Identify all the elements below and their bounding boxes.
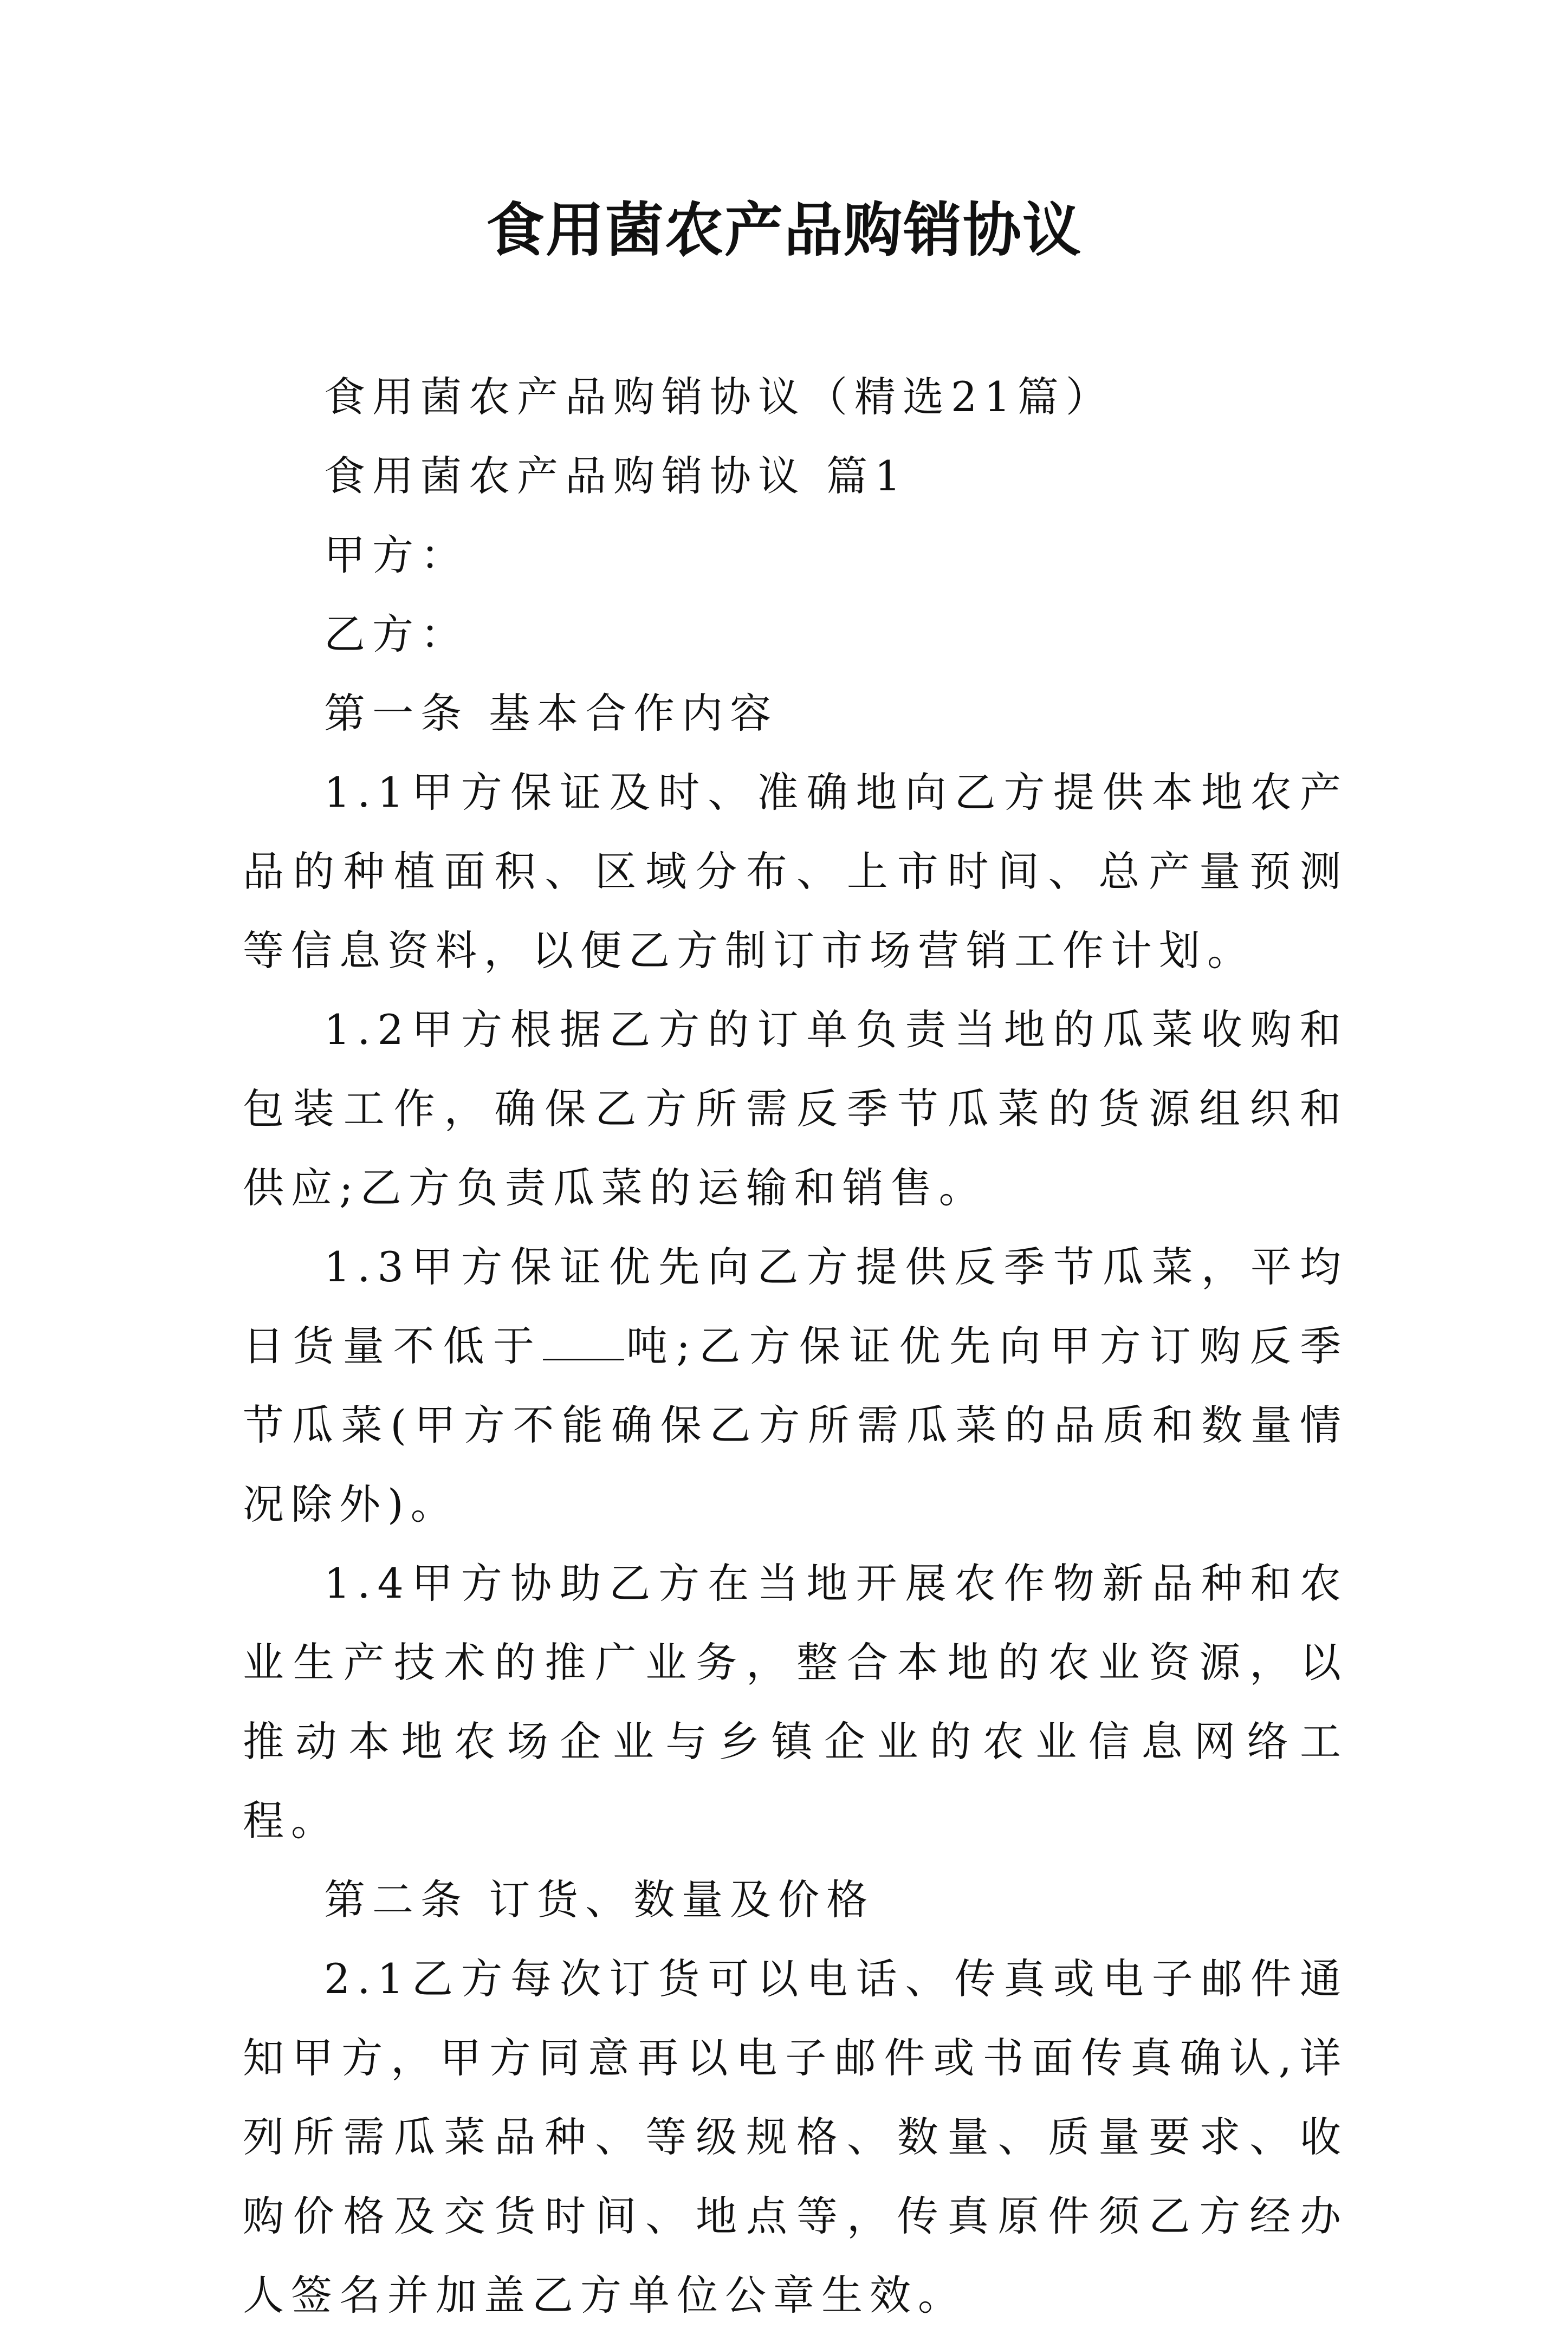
clause-1-3-text-after: 吨;乙方保证优先向甲方订购反季节瓜菜(甲方不能确保乙方所需瓜菜的品质和数量情况除外)。 bbox=[243, 1322, 1349, 1528]
document-body bbox=[243, 358, 1348, 2335]
clause-1-1: 1.1甲方保证及时、准确地向乙方提供本地农产品的种植面积、区域分布、上市时间、总产量预测等信息资料，以便乙方制订市场营销工作计划。 bbox=[243, 768, 1348, 975]
subtitle-paragraph: 食用菌农产品购销协议（精选21篇） bbox=[324, 373, 1114, 421]
party-b-line: 乙方： bbox=[324, 610, 469, 658]
clause-1-3-text-before: 1.3甲方保证优先向乙方提供反季节瓜菜，平均日货量不低于 bbox=[243, 1243, 1348, 1370]
section-heading-part-1: 食用菌农产品购销协议 篇1 bbox=[324, 452, 908, 500]
fill-in-blank bbox=[543, 1323, 624, 1360]
party-a-line: 甲方： bbox=[324, 531, 469, 579]
document-title: 食用菌农产品购销协议 bbox=[485, 196, 1082, 264]
article-2-heading: 第二条 订货、数量及价格 bbox=[324, 1876, 875, 1924]
article-1-heading: 第一条 基本合作内容 bbox=[324, 689, 779, 737]
clause-1-4: 1.4甲方协助乙方在当地开展农作物新品种和农业生产技术的推广业务，整合本地的农业资源，以推动本地农场企业与乡镇企业的农业信息网络工程。 bbox=[243, 1559, 1348, 1845]
clause-1-2: 1.2甲方根据乙方的订单负责当地的瓜菜收购和包装工作，确保乙方所需反季节瓜菜的货源组织和供应;乙方负责瓜菜的运输和销售。 bbox=[243, 1006, 1348, 1212]
clause-1-3 bbox=[243, 1228, 1348, 1544]
clause-2-1: 2.1乙方每次订货可以电话、传真或电子邮件通知甲方，甲方同意再以电子邮件或书面传真确认,详列所需瓜菜品种、等级规格、数量、质量要求、收购价格及交货时间、地点等，传真原件须乙方经办人签名并加盖乙方单位公章生效。 bbox=[243, 1955, 1348, 2319]
